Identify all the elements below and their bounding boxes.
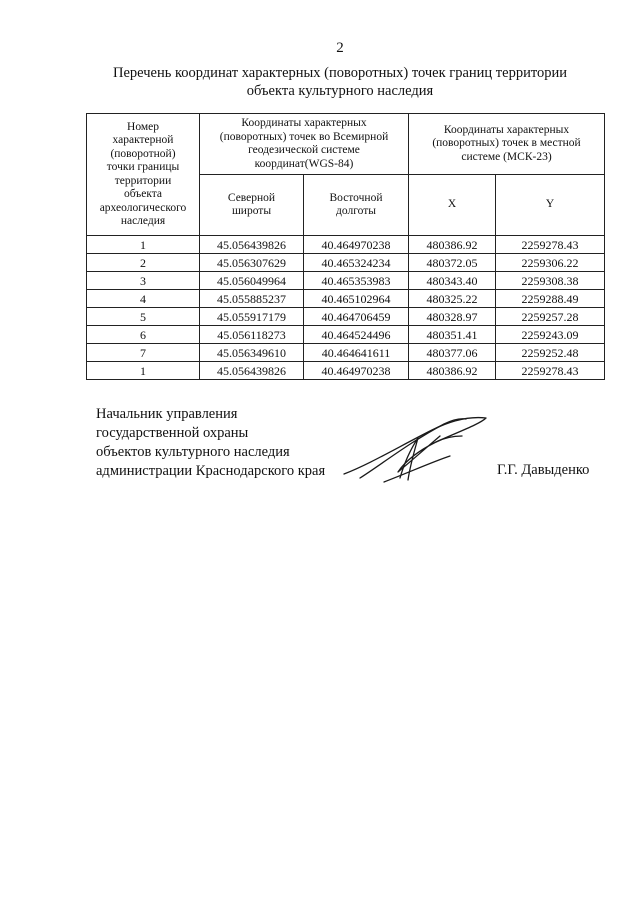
- table-row: [87, 290, 605, 308]
- cell-y: 2259278.43: [496, 236, 605, 254]
- table-row: [87, 344, 605, 362]
- cell-x: 480386.92: [409, 236, 496, 254]
- cell-longitude: 40.464706459: [304, 308, 409, 326]
- table-row: [87, 272, 605, 290]
- handwritten-signature: [340, 412, 490, 484]
- cell-longitude: 40.465102964: [304, 290, 409, 308]
- cell-latitude: 45.055917179: [200, 308, 304, 326]
- header-msk23: Координаты характерных (поворотных) точек в местной системе (МСК-23): [409, 114, 605, 175]
- page-number: 2: [336, 40, 344, 56]
- cell-y: 2259308.38: [496, 272, 605, 290]
- cell-x: 480377.06: [409, 344, 496, 362]
- header-y: Y: [496, 175, 605, 236]
- signatory-position-line-4: администрации Краснодарского края: [96, 463, 326, 479]
- cell-point-number: 7: [87, 344, 200, 362]
- header-point-number: Номер характерной (поворотной) точки границы территории объекта археологического наследия: [87, 114, 200, 236]
- document-title: [70, 64, 610, 100]
- cell-y: 2259257.28: [496, 308, 605, 326]
- header-wgs84: Координаты характерных (поворотных) точек во Всемирной геодезической системе координат(WGS-84): [200, 114, 409, 175]
- cell-latitude: 45.056118273: [200, 326, 304, 344]
- header-longitude: Восточной долготы: [304, 175, 409, 236]
- cell-y: 2259278.43: [496, 362, 605, 380]
- cell-point-number: 4: [87, 290, 200, 308]
- cell-latitude: 45.056439826: [200, 236, 304, 254]
- cell-y: 2259288.49: [496, 290, 605, 308]
- signatory-position-line-2: государственной охраны: [96, 425, 249, 441]
- signer-name: Г.Г. Давыденко: [497, 462, 590, 478]
- cell-y: 2259243.09: [496, 326, 605, 344]
- document-title-line-1: Перечень координат характерных (поворотных) точек границ территории: [112, 65, 568, 81]
- cell-y: 2259252.48: [496, 344, 605, 362]
- cell-x: 480328.97: [409, 308, 496, 326]
- cell-latitude: 45.056049964: [200, 272, 304, 290]
- cell-latitude: 45.055885237: [200, 290, 304, 308]
- table-row: [87, 326, 605, 344]
- document-title-line-2: объекта культурного наследия: [246, 83, 434, 99]
- cell-point-number: 2: [87, 254, 200, 272]
- cell-latitude: 45.056349610: [200, 344, 304, 362]
- cell-longitude: 40.464641611: [304, 344, 409, 362]
- header-x: X: [409, 175, 496, 236]
- cell-longitude: 40.465353983: [304, 272, 409, 290]
- table-row: [87, 362, 605, 380]
- cell-latitude: 45.056307629: [200, 254, 304, 272]
- cell-y: 2259306.22: [496, 254, 605, 272]
- signatory-position-line-3: объектов культурного наследия: [96, 444, 290, 460]
- cell-point-number: 6: [87, 326, 200, 344]
- cell-longitude: 40.464970238: [304, 362, 409, 380]
- header-latitude: Северной широты: [200, 175, 304, 236]
- cell-longitude: 40.465324234: [304, 254, 409, 272]
- cell-x: 480386.92: [409, 362, 496, 380]
- cell-x: 480325.22: [409, 290, 496, 308]
- signatory-position: [96, 405, 325, 481]
- signatory-position-line-1: Начальник управления: [96, 406, 238, 422]
- cell-point-number: 3: [87, 272, 200, 290]
- coordinates-table: [86, 113, 605, 380]
- cell-x: 480372.05: [409, 254, 496, 272]
- cell-point-number: 1: [87, 362, 200, 380]
- table-row: [87, 236, 605, 254]
- cell-latitude: 45.056439826: [200, 362, 304, 380]
- cell-longitude: 40.464970238: [304, 236, 409, 254]
- table-row: [87, 308, 605, 326]
- cell-x: 480351.41: [409, 326, 496, 344]
- cell-longitude: 40.464524496: [304, 326, 409, 344]
- cell-x: 480343.40: [409, 272, 496, 290]
- table-row: [87, 254, 605, 272]
- cell-point-number: 1: [87, 236, 200, 254]
- cell-point-number: 5: [87, 308, 200, 326]
